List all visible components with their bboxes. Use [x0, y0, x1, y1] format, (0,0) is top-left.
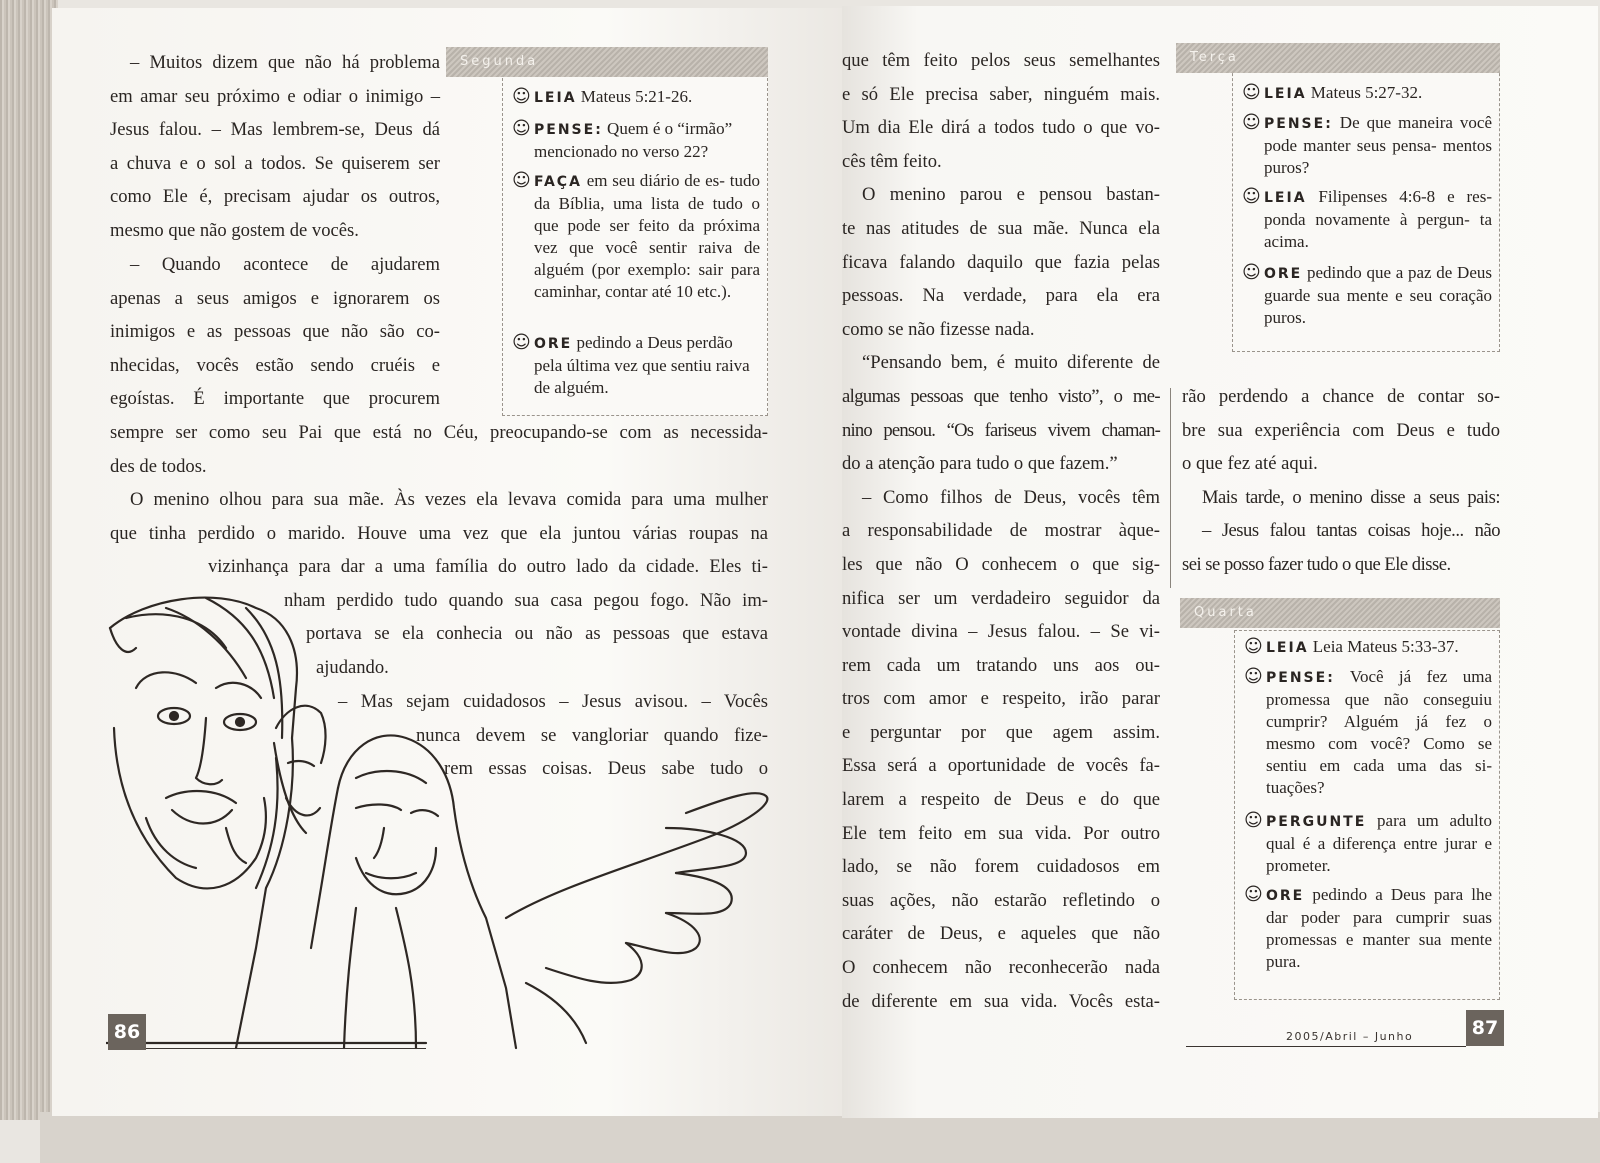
text-line: de diferente em sua vida. Vocês esta-	[842, 990, 1160, 1012]
box-item	[1244, 666, 1492, 799]
text-line: – Jesus falou tantas coisas hoje... não	[1202, 520, 1500, 542]
text-line: cês têm feito.	[842, 150, 942, 172]
text-line: des de todos.	[110, 455, 207, 477]
box-item	[1244, 884, 1492, 973]
text-line: “Pensando bem, é muito diferente de	[862, 352, 1160, 374]
text-line: Mais tarde, o menino disse a seus pais:	[1202, 486, 1500, 508]
text-line: do a atenção para tudo o que fazem.”	[842, 453, 1118, 475]
item-keyword: LEIA	[534, 90, 577, 106]
text-line: larem a respeito de Deus e do que	[842, 789, 1160, 811]
smiley-icon: ☺	[512, 118, 531, 139]
smiley-icon: ☺	[1244, 810, 1263, 831]
text-line: – Muitos dizem que não há problema	[130, 52, 440, 73]
right-column-text	[842, 44, 1160, 1018]
text-line: nino pensou. “Os fariseus vivem chaman-	[842, 419, 1160, 441]
item-keyword: PERGUNTE	[1266, 814, 1367, 830]
smiley-icon: ☺	[512, 86, 531, 107]
box-item	[1242, 262, 1492, 329]
box-item	[512, 332, 760, 399]
text-line: bre sua experiência com Deus e tudo	[1182, 419, 1500, 441]
footer-rule-right	[1186, 1046, 1466, 1047]
box-item	[1242, 82, 1492, 105]
text-line: em amar seu próximo e odiar o inimigo –	[110, 85, 440, 107]
text-line: nham perdido tudo quando sua casa pegou fogo. Não im-	[284, 589, 768, 611]
box-item	[512, 170, 760, 303]
text-line: como se não fizesse nada.	[842, 318, 1035, 340]
text-line: Um dia Ele dirá a todos tudo o que vo-	[842, 117, 1160, 139]
text-line: Jesus falou. – Mas lembrem-se, Deus dá	[110, 119, 440, 141]
text-line: te nas atitudes de sua mãe. Nunca ela	[842, 217, 1160, 239]
item-text: pedindo a Deus perdão pela última vez que sentiu raiva de alguém.	[534, 333, 750, 397]
text-line: que tinha perdido o marido. Houve uma vez que ela juntou várias roupas na	[110, 522, 768, 544]
text-line: – Mas sejam cuidadosos – Jesus avisou. – Vocês	[338, 691, 768, 712]
item-text: Mateus 5:21-26.	[576, 87, 693, 106]
item-keyword: LEIA	[1266, 640, 1309, 656]
item-text: pedindo a Deus para lhe dar poder para cumprir suas promessas e manter sua mente pura.	[1266, 885, 1492, 971]
item-text: Quem é o “irmão” mencionado no verso 22?	[534, 119, 733, 161]
text-line: pessoas. Na verdade, para ela era	[842, 285, 1160, 307]
left-para-2-cont	[110, 416, 768, 483]
item-text: Você já fez uma promessa que não conseguiu cumprir? Alguém já fez o mesmo com você? Como se sentiu em cada uma das si- tuações?	[1266, 667, 1492, 797]
smiley-icon: ☺	[1244, 636, 1263, 657]
text-line: nifica ser um verdadeiro seguidor da	[842, 587, 1160, 609]
item-text: Filipenses 4:6-8 e res- ponda novamente à pergun- ta acima.	[1264, 187, 1492, 251]
item-keyword: PENSE:	[1266, 670, 1335, 686]
smiley-icon: ☺	[1242, 112, 1261, 133]
text-line: algumas pessoas que tenho visto”, o me-	[842, 385, 1160, 407]
text-line: rão perdendo a chance de contar so-	[1182, 386, 1500, 407]
page-number-left: 86	[108, 1014, 146, 1050]
box-item	[1242, 186, 1492, 253]
smiley-icon: ☺	[1242, 262, 1261, 283]
text-line: nhecidas, vocês estão sendo cruéis e	[110, 354, 440, 376]
item-text: Mateus 5:27-32.	[1306, 83, 1423, 102]
text-line: suas ações, não estarão refletindo o	[842, 889, 1160, 911]
scan-shadow	[40, 1112, 1600, 1163]
text-line: apenas a seus amigos e ignorarem os	[110, 287, 440, 309]
column-divider	[1170, 388, 1171, 588]
smiley-icon: ☺	[512, 170, 531, 191]
text-line: ficava falando daquilo que fazia pelas	[842, 251, 1160, 273]
text-line: egoístas. É importante que procurem	[110, 388, 440, 410]
item-keyword: ORE	[534, 336, 573, 352]
text-line: portava se ela conhecia ou não as pessoas que estava	[306, 623, 768, 645]
text-line: les que não O conhecem o que sig-	[842, 553, 1160, 575]
text-line: inimigos e as pessoas que não são co-	[110, 321, 440, 343]
page-edges	[0, 0, 58, 1120]
text-line: O conhecem não reconhecerão nada	[842, 957, 1160, 979]
text-line: mesmo que não gostem de vocês.	[110, 219, 359, 241]
item-keyword: ORE	[1266, 888, 1305, 904]
item-keyword: LEIA	[1264, 86, 1307, 102]
text-line: O menino parou e pensou bastan-	[862, 184, 1160, 206]
issue-footer: 2005/Abril – Junho	[1286, 1030, 1414, 1043]
box-item	[512, 118, 760, 163]
item-keyword: PENSE:	[534, 122, 603, 138]
text-line: que têm feito pelos seus semelhantes	[842, 50, 1160, 71]
text-line: O menino olhou para sua mãe. Às vezes ela levava comida para uma mulher	[130, 489, 768, 510]
text-line: sei se posso fazer tudo o que Ele disse.	[1182, 553, 1451, 575]
text-line: Essa será a oportunidade de vocês fa-	[842, 755, 1160, 777]
text-line: rem cada um tratando uns aos ou-	[842, 654, 1160, 676]
left-para-2	[110, 248, 440, 416]
text-line: Ele tem feito em sua vida. Por outro	[842, 822, 1160, 844]
text-line: a responsabilidade de mostrar àque-	[842, 520, 1160, 542]
text-line: e só Ele precisa saber, ninguém mais.	[842, 83, 1160, 105]
item-text: para um adulto qual é a diferença entre jurar e prometer.	[1266, 811, 1492, 875]
item-keyword: PENSE:	[1264, 116, 1333, 132]
item-keyword: ORE	[1264, 266, 1303, 282]
text-line: como Ele é, precisam ajudar os outros,	[110, 186, 440, 208]
text-line: o que fez até aqui.	[1182, 453, 1318, 475]
item-text: Leia Mateus 5:33-37.	[1308, 637, 1459, 656]
text-line: ajudando.	[316, 656, 389, 678]
text-line: – Quando acontece de ajudarem	[130, 254, 440, 275]
smiley-icon: ☺	[1244, 666, 1263, 687]
text-line: nunca devem se vangloriar quando fize-	[416, 724, 768, 746]
text-line: vontade divina – Jesus falou. – Se vi-	[842, 621, 1160, 643]
item-text: De que maneira você pode manter seus pensa- mentos puros?	[1264, 113, 1492, 177]
item-text: em seu diário de es- tudo da Bíblia, uma lista de tudo o que pode ser feito da próxima vez que você sentir raiva de alguém (por exemplo: sair para caminhar, contar até 10 etc.).	[534, 171, 760, 301]
text-line: lado, se não forem cuidadosos em	[842, 856, 1160, 878]
box-title-quarta: Quarta	[1180, 598, 1500, 628]
text-line: e perguntar por que agem assim.	[842, 721, 1160, 743]
page-number-right: 87	[1466, 1010, 1504, 1046]
jesus-pointing-illustration	[106, 588, 780, 1050]
text-line: a chuva e o sol a todos. Se quiserem ser	[110, 152, 440, 174]
text-line: caráter de Deus, e aqueles que não	[842, 923, 1160, 945]
right-column-2-text	[1182, 380, 1500, 582]
item-keyword: LEIA	[1264, 190, 1307, 206]
box-item	[1242, 112, 1492, 179]
box-item	[1244, 810, 1492, 877]
text-line: vizinhança para dar a uma família do outro lado da cidade. Eles ti-	[208, 556, 768, 578]
item-keyword: FAÇA	[534, 174, 582, 190]
text-line: – Como filhos de Deus, vocês têm	[862, 486, 1160, 508]
footer-rule-left	[146, 1048, 426, 1049]
smiley-icon: ☺	[1242, 186, 1261, 207]
left-para-1	[110, 46, 440, 248]
box-item	[1244, 636, 1492, 659]
box-title-terca: Terça	[1176, 43, 1500, 73]
item-text: pedindo que a paz de Deus guarde sua mente e seu coração puros.	[1264, 263, 1492, 327]
text-line: sempre ser como seu Pai que está no Céu, preocupando-se com as necessida-	[110, 422, 768, 443]
text-line: tros com amor e respeito, irão parar	[842, 688, 1160, 710]
text-line: rem essas coisas. Deus sabe tudo o	[444, 758, 768, 780]
box-item	[512, 86, 760, 109]
box-title-segunda: Segunda	[446, 47, 768, 77]
smiley-icon: ☺	[512, 332, 531, 353]
smiley-icon: ☺	[1242, 82, 1261, 103]
smiley-icon: ☺	[1244, 884, 1263, 905]
